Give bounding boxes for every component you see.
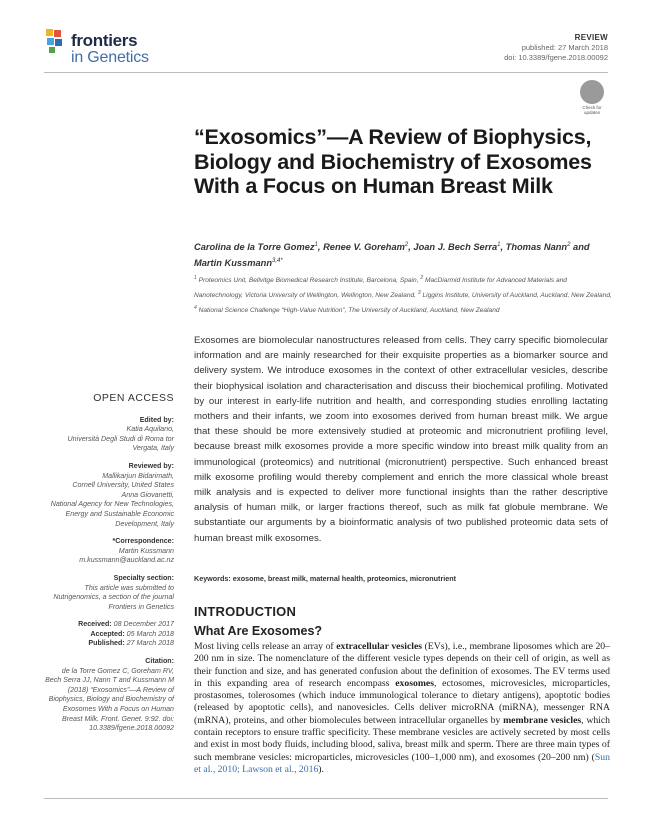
- author-affiliation-number: 1: [314, 242, 318, 248]
- author-affiliation-number: 3,4*: [272, 258, 283, 265]
- affiliation-number: 3: [417, 290, 421, 297]
- affiliation: MacDiarmid Institute for Advanced Materials and Nanotechnology, Victoria University of Wellington, Wellington, New Zealand,: [194, 277, 567, 300]
- author-name[interactable]: Renee V. Goreham: [323, 242, 405, 253]
- section-heading: INTRODUCTION: [194, 604, 297, 619]
- abstract: Exosomes are biomolecular nanostructures released from cells. They carry specific biomolecular information and are mainly researched for their exquisite properties as a biomarker source and delivery system. We introduce exosomes in the context of other extracellular vesicles, describe their biophysical isolation and characterisation and discuss their biochemical profiling. Motivated by our interest in early-life nutrition and health, and corresponding studies enrolling lactating mothers and their infants, we zoom into exosomes derived from human breast milk. We argue that these should be more extensively studied at proteomic and micronutrient profiling level, because breast milk exosomes provide a more specific window into breast milk quality from an immunological (proteomics) and nutritional (micronutrient) perspective. Such enhanced breast milk exosome profiling would thereby complement and enrich the more classical whole breast milk analysis and is expected to deliver more functional insights than the rather descriptive analysis of human milk, or larger fractions thereof, such as milk fat globule membrane. We substantiate our arguments by a bioinformatic analysis of two published proteomic data sets of human breast milk exosomes.: [194, 335, 608, 544]
- author-name[interactable]: Martin Kussmann: [194, 258, 273, 269]
- subsection-heading: What Are Exosomes?: [194, 624, 323, 638]
- text-run: ).: [318, 763, 324, 775]
- check-for-updates-badge[interactable]: [578, 80, 606, 115]
- footer-divider: [44, 798, 608, 799]
- doi[interactable]: doi: 10.3389/fgene.2018.00092: [504, 53, 608, 62]
- journal-name: in Genetics: [71, 49, 149, 66]
- article-title: “Exosomics”—A Review of Biophysics, Biology and Biochemistry of Exosomes With a Focus on Human Breast Milk: [194, 125, 592, 198]
- article-meta: [504, 33, 608, 63]
- author-name[interactable]: Thomas Nann: [505, 242, 568, 253]
- author-affiliation-number: 2: [404, 242, 409, 248]
- affiliation-number: 1: [194, 275, 197, 281]
- citation-text: de la Torre Gomez C, Goreham RV, Bech Serra JJ, Nann T and Kussmann M (2018) “Exosomics”—A Review of Biophysics, Biology and Biochemistry of Exosomes With a Focus on Human Breast Milk. Front. Genet. 9:92. doi: 10.3389/fgene.2018.00092: [45, 666, 174, 733]
- affiliation-number: 2: [420, 275, 424, 281]
- specialty-text: This article was submitted to Nutrigenomics, a section of the journal Frontiers in Genetics: [53, 583, 174, 611]
- editor-name[interactable]: Katia Aquilano,: [126, 425, 174, 434]
- keywords: [194, 574, 608, 583]
- reviewer-name[interactable]: Anna Giovanetti,: [121, 490, 174, 499]
- text-run: , which contain receptors to ensure traffic specificity. These membrane vesicles are actively secreted by most cells and exist in most body fluids, including blood, saliva, breast milk and sperm. There are three main types of such membrane vesicles: microparticles, microvesicles (100–1,000 nm), and exosomes (20–200 nm) (: [194, 714, 611, 763]
- text-run: Most living cells release an array of: [194, 641, 337, 652]
- text-run: , ectosomes, microvesicles, microparticles, prostasomes, tolerosomes (which induce immunological tolerance to dietary antigens), apoptotic bodies (released by apoptotic cells), and nanovesicles. Cells deliver microRNA (miRNA), messenger RNA (mRNA), proteins, and other biomolecules between intracellular organelles by: [194, 677, 610, 726]
- published-label: Published:: [88, 639, 125, 648]
- correspondence-email[interactable]: m.kussmann@auckland.ac.nz: [79, 556, 174, 565]
- author-affiliation-number: 1: [497, 242, 501, 248]
- correspondence-name: Martin Kussmann: [118, 546, 174, 555]
- bold-term: exosomes: [395, 677, 434, 689]
- author-name[interactable]: Joan J. Bech Serra: [413, 242, 498, 253]
- keywords-values: exosome, breast milk, maternal health, proteomics, micronutrient: [232, 574, 457, 583]
- open-access-label: OPEN ACCESS: [93, 392, 174, 404]
- received-label: Received:: [78, 620, 112, 629]
- article-type: REVIEW: [574, 33, 608, 42]
- bold-term: membrane vesicles: [503, 714, 582, 726]
- body-paragraph: [194, 641, 610, 776]
- affiliations: [194, 272, 614, 318]
- accepted-date: [44, 630, 174, 640]
- frontiers-logo-icon: [44, 27, 68, 57]
- edited-by-label: Edited by:: [139, 415, 174, 424]
- reviewed-by-label: Reviewed by:: [128, 461, 174, 470]
- received-date: [44, 620, 174, 630]
- article-info-sidebar: [44, 394, 174, 734]
- bold-term: extracellular vesicles: [336, 641, 423, 652]
- editor-affiliation: Università Degli Studi di Roma tor Vergata, Italy: [67, 434, 174, 453]
- affiliation: Liggins Institute, University of Auckland, Auckland, New Zealand,: [422, 292, 612, 300]
- received-value: 08 December 2017: [113, 620, 174, 629]
- citation-label: Citation:: [145, 657, 174, 666]
- published-date-side: [44, 639, 174, 649]
- reviewer-name[interactable]: Mallikarjun Bidarimath,: [102, 471, 174, 480]
- correspondence-label: *Correspondence:: [112, 537, 174, 546]
- badge-label: Check for updates: [582, 105, 602, 115]
- published-date: published: 27 March 2018: [521, 43, 608, 52]
- brand-name: frontiers: [71, 31, 138, 50]
- reviewer-affiliation: National Agency for New Technologies, Energy and Sustainable Economic Development, Italy: [50, 500, 174, 528]
- affiliation-number: 4: [194, 305, 197, 312]
- published-value: 27 March 2018: [126, 639, 174, 648]
- author-name[interactable]: Carolina de la Torre Gomez: [194, 242, 315, 253]
- author-affiliation-number: 2: [567, 242, 571, 248]
- check-updates-icon: [580, 80, 604, 104]
- text-run: (EVs), i.e., membrane liposomes which are 20–200 nm in size. The nomenclature of the different vesicle types depends on their cell of origin, as well as their function and size, and has generated confusion about the definition of exosomes. The EV terms used in this expanding area of research encompass: [194, 641, 610, 689]
- author-list: Carolina de la Torre Gomez$^1$, Renee V. Goreham$^2$, Joan J. Bech Serra$^1$, Thomas Nann$^2$ and Martin Kussmann$^{3,4*}$: [194, 242, 590, 269]
- keywords-label: Keywords:: [194, 574, 231, 583]
- citation-link[interactable]: Sun et al., 2010; Lawson et al., 2016: [194, 751, 610, 775]
- specialty-label: Specialty section:: [113, 573, 174, 582]
- reviewer-affiliation: Cornell University, United States: [72, 481, 174, 490]
- frontiers-logo[interactable]: [44, 27, 184, 67]
- accepted-label: Accepted:: [90, 629, 125, 638]
- affiliation: Proteomics Unit, Bellvitge Biomedical Research Institute, Barcelona, Spain,: [198, 277, 419, 285]
- dates-block: [44, 620, 174, 649]
- header-divider: [44, 72, 608, 73]
- accepted-value: 05 March 2018: [126, 629, 174, 638]
- affiliation: National Science Challenge “High-Value Nutrition”, The University of Auckland, Auckland, New Zealand: [198, 307, 500, 315]
